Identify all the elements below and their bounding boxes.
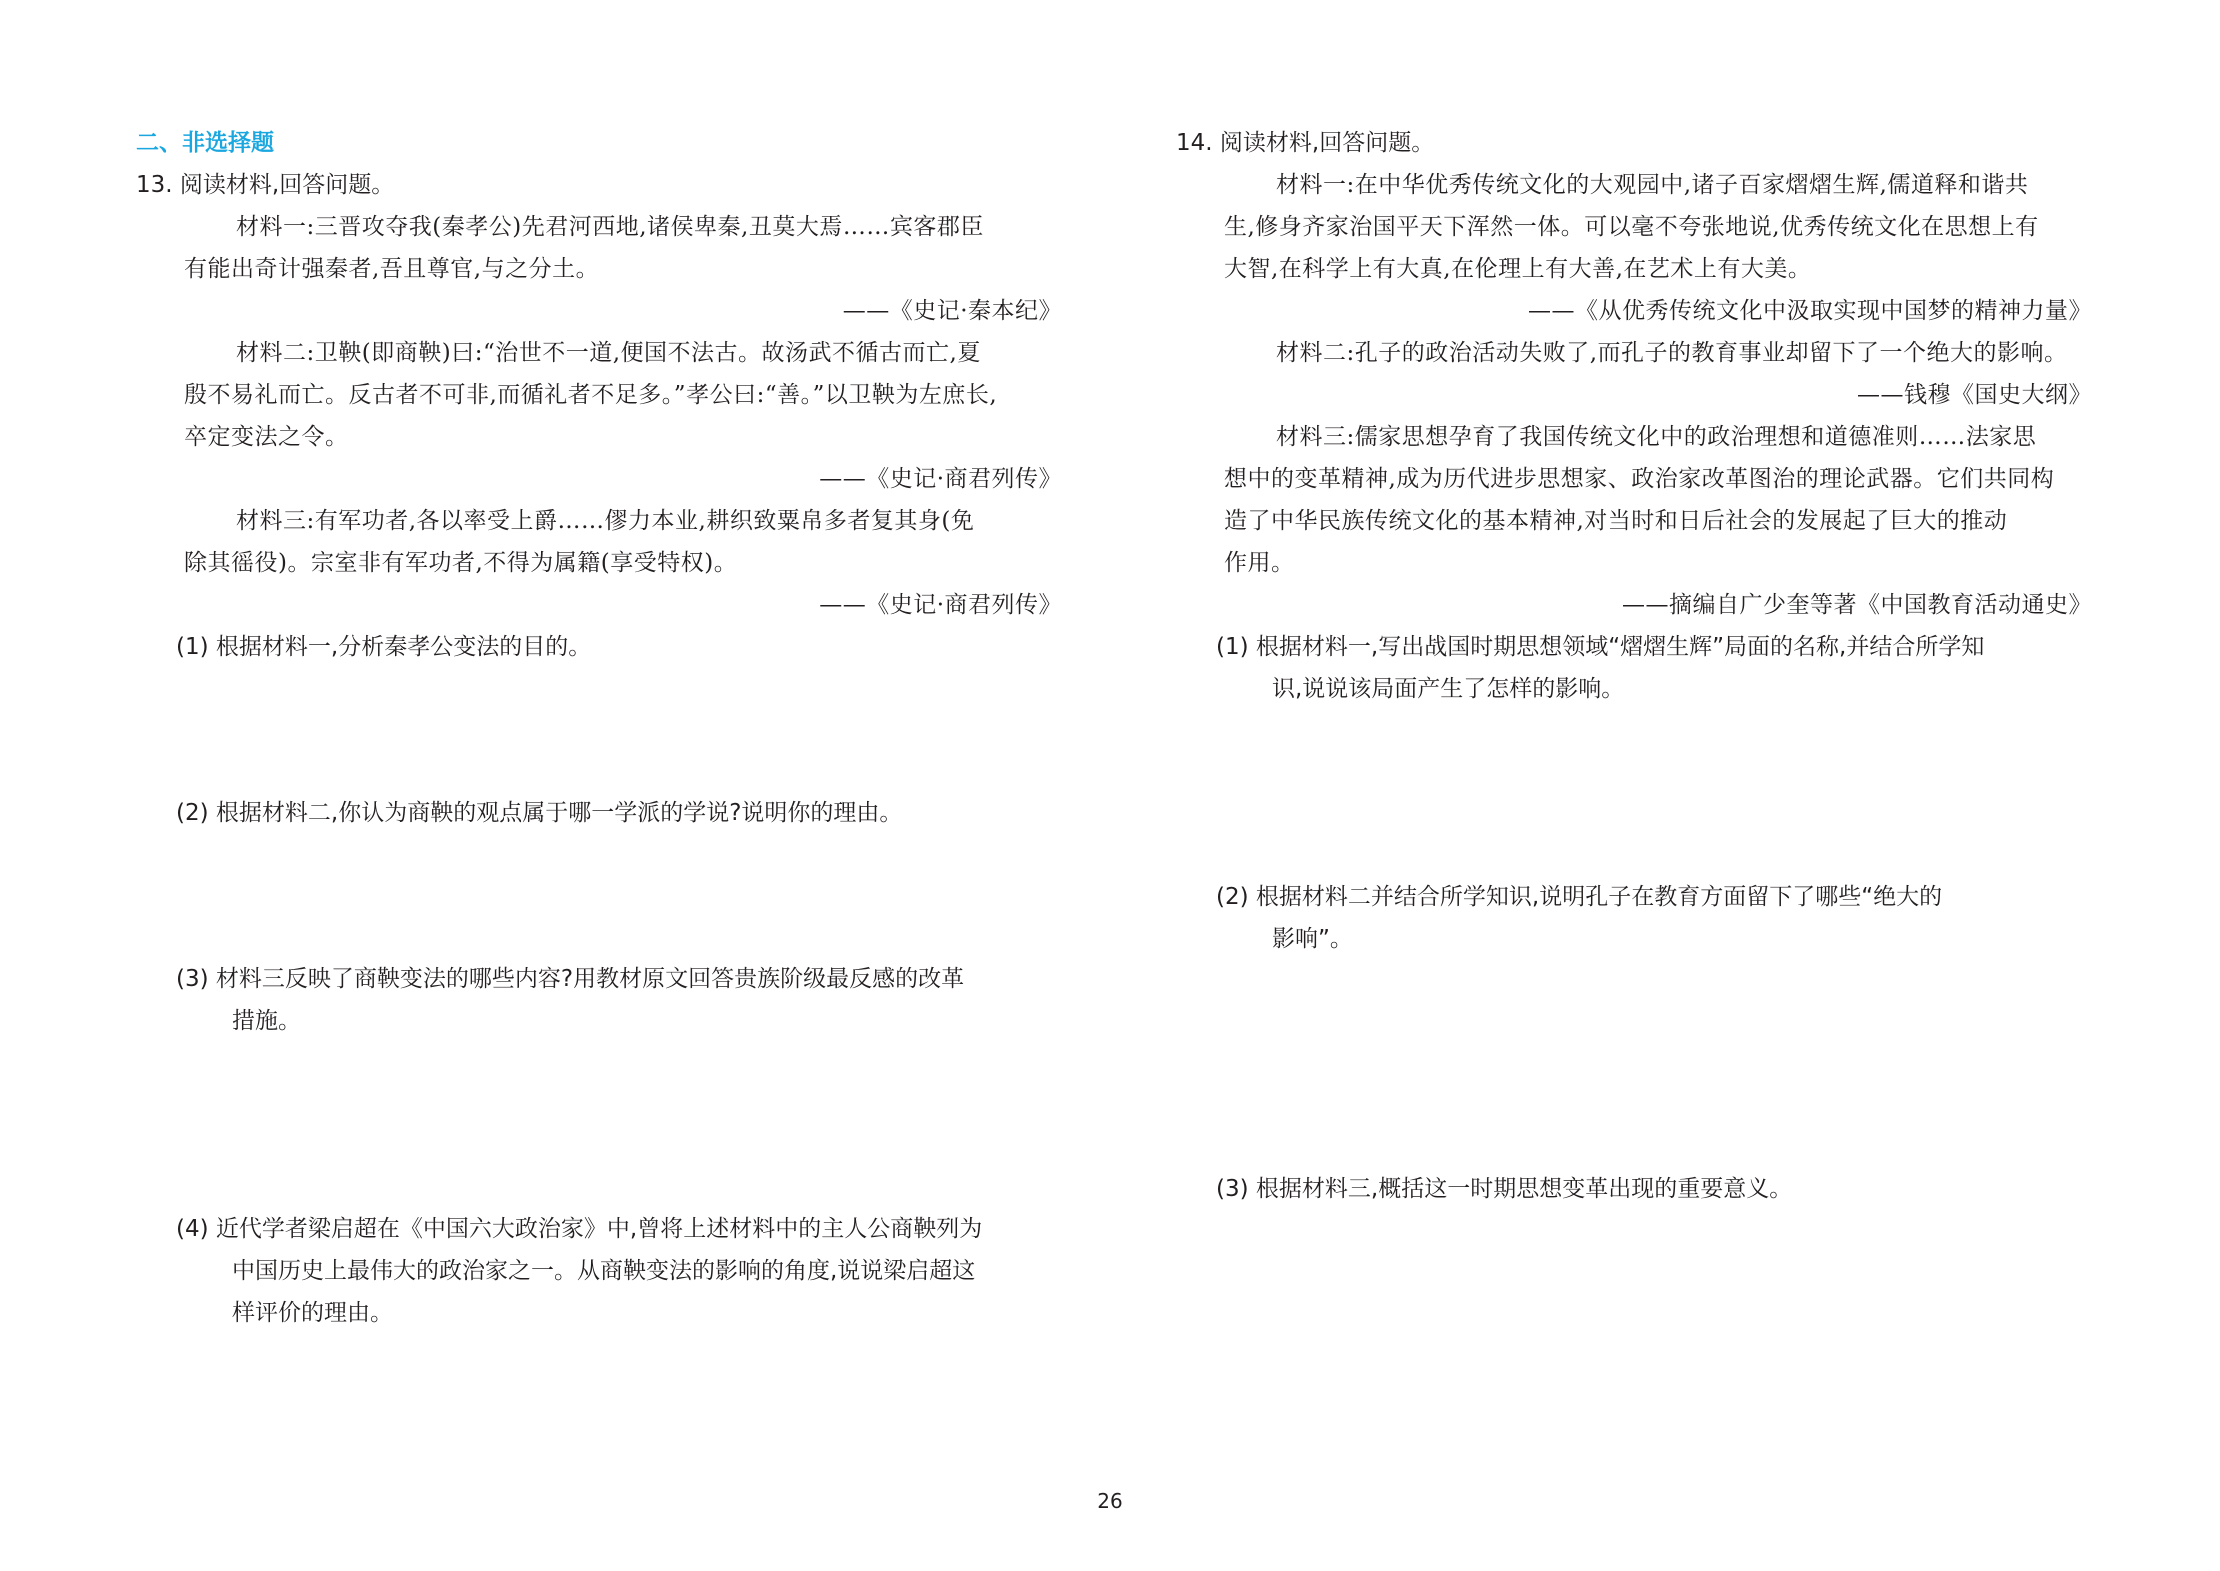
q14-subquestion-2: 影响”。	[1272, 926, 1353, 952]
q14-material-3-line: 材料三:儒家思想孕育了我国传统文化中的政治理想和道德准则……法家思	[1276, 424, 2037, 450]
q13-subquestion-4: 样评价的理由。	[232, 1300, 393, 1326]
q13-source-2: ——《史记·商君列传》	[819, 466, 1062, 492]
q13-subquestion-2: (2) 根据材料二,你认为商鞅的观点属于哪一学派的学说?说明你的理由。	[176, 800, 903, 826]
q13-material-2-line: 卒定变法之令。	[184, 424, 349, 450]
question-13-title: 13. 阅读材料,回答问题。	[136, 172, 395, 198]
q14-subquestion-1: (1) 根据材料一,写出战国时期思想领域“熠熠生辉”局面的名称,并结合所学知	[1216, 634, 1985, 660]
q14-material-1-line: 材料一:在中华优秀传统文化的大观园中,诸子百家熠熠生辉,儒道释和谐共	[1276, 172, 2029, 198]
q13-subquestion-1: (1) 根据材料一,分析秦孝公变法的目的。	[176, 634, 592, 660]
q14-material-3-line: 造了中华民族传统文化的基本精神,对当时和日后社会的发展起了巨大的推动	[1224, 508, 2008, 534]
q13-material-2-line: 材料二:卫鞅(即商鞅)曰:“治世不一道,便国不法古。故汤武不循古而亡,夏	[236, 340, 981, 366]
q14-material-1-line: 生,修身齐家治国平天下浑然一体。可以毫不夸张地说,优秀传统文化在思想上有	[1224, 214, 2039, 240]
q14-subquestion-3: (3) 根据材料三,概括这一时期思想变革出现的重要意义。	[1216, 1176, 1793, 1202]
question-14-title: 14. 阅读材料,回答问题。	[1176, 130, 1435, 156]
q13-subquestion-4: 中国历史上最伟大的政治家之一。从商鞅变法的影响的角度,说说梁启超这	[232, 1258, 976, 1284]
q13-material-3-line: 除其徭役)。宗室非有军功者,不得为属籍(享受特权)。	[184, 550, 738, 576]
q14-material-3-line: 作用。	[1224, 550, 1295, 576]
q13-subquestion-3: 措施。	[232, 1008, 301, 1034]
q13-material-2-line: 殷不易礼而亡。反古者不可非,而循礼者不足多。”孝公曰:“善。”以卫鞅为左庶长,	[184, 382, 998, 408]
q14-material-3-line: 想中的变革精神,成为历代进步思想家、政治家改革图治的理论武器。它们共同构	[1224, 466, 2055, 492]
q14-source-2: ——钱穆《国史大纲》	[1857, 382, 2092, 408]
q13-source-3: ——《史记·商君列传》	[819, 592, 1062, 618]
q14-source-3: ——摘编自广少奎等著《中国教育活动通史》	[1622, 592, 2092, 618]
q13-material-3-line: 材料三:有军功者,各以率受上爵……僇力本业,耕织致粟帛多者复其身(免	[236, 508, 975, 534]
page-number: 26	[1097, 1489, 1123, 1513]
section-heading: 二、非选择题	[136, 130, 274, 156]
q13-material-1-line: 材料一:三晋攻夺我(秦孝公)先君河西地,诸侯卑秦,丑莫大焉……宾客郡臣	[236, 214, 984, 240]
q14-source-1: ——《从优秀传统文化中汲取实现中国梦的精神力量》	[1528, 298, 2092, 324]
q14-subquestion-1: 识,说说该局面产生了怎样的影响。	[1272, 676, 1625, 702]
q13-material-1-line: 有能出奇计强秦者,吾且尊官,与之分土。	[184, 256, 600, 282]
q14-subquestion-2: (2) 根据材料二并结合所学知识,说明孔子在教育方面留下了哪些“绝大的	[1216, 884, 1943, 910]
q13-subquestion-3: (3) 材料三反映了商鞅变法的哪些内容?用教材原文回答贵族阶级最反感的改革	[176, 966, 965, 992]
q14-material-2-line: 材料二:孔子的政治活动失败了,而孔子的教育事业却留下了一个绝大的影响。	[1276, 340, 2068, 366]
q13-subquestion-4: (4) 近代学者梁启超在《中国六大政治家》中,曾将上述材料中的主人公商鞅列为	[176, 1216, 983, 1242]
q13-source-1: ——《史记·秦本纪》	[842, 298, 1062, 324]
q14-material-1-line: 大智,在科学上有大真,在伦理上有大善,在艺术上有大美。	[1224, 256, 1812, 282]
